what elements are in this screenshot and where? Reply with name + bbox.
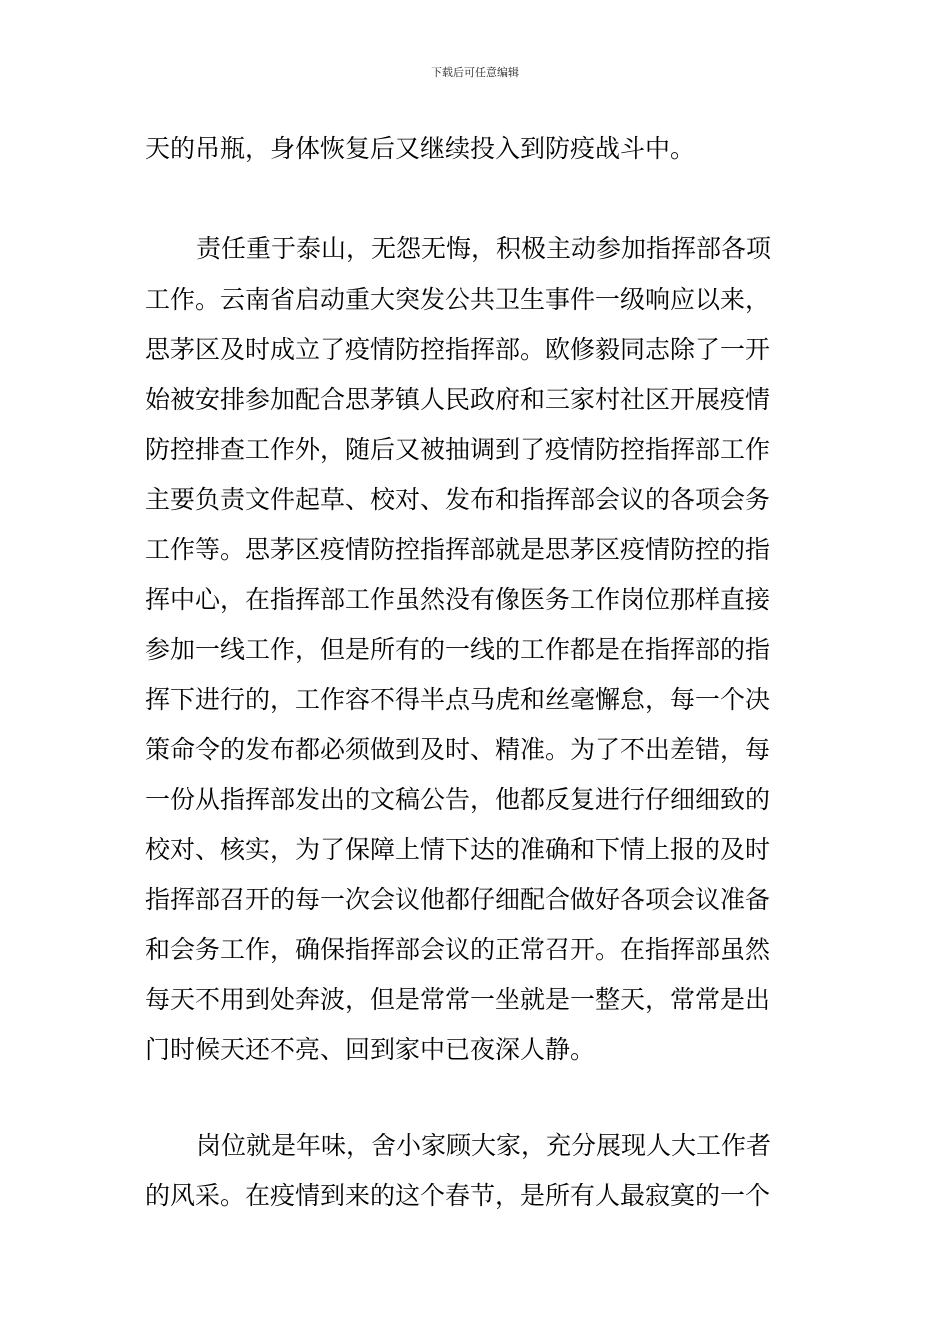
text-line: 思茅区及时成立了疫情防控指挥部。欧修毅同志除了一开	[145, 335, 771, 364]
text-line: 和会务工作，确保指挥部会议的正常召开。在指挥部虽然	[145, 935, 771, 964]
text-line: 校对、核实，为了保障上情下达的准确和下情上报的及时	[145, 835, 771, 864]
page-header: 下载后可任意编辑	[431, 66, 519, 79]
text-line: 的风采。在疫情到来的这个春节，是所有人最寂寞的一个	[145, 1181, 771, 1210]
text-line: 门时候天还不亮、回到家中已夜深人静。	[145, 1035, 596, 1064]
text-line: 天的吊瓶，身体恢复后又继续投入到防疫战斗中。	[145, 134, 696, 163]
text-line: 每天不用到处奔波，但是常常一坐就是一整天，常常是出	[145, 985, 771, 1014]
text-line: 挥中心，在指挥部工作虽然没有像医务工作岗位那样直接	[145, 585, 771, 614]
text-line: 策命令的发布都必须做到及时、精准。为了不出差错，每	[145, 735, 771, 764]
text-line: 始被安排参加配合思茅镇人民政府和三家村社区开展疫情	[145, 385, 771, 414]
text-line: 主要负责文件起草、校对、发布和指挥部会议的各项会务	[145, 485, 771, 514]
text-line: 挥下进行的，工作容不得半点马虎和丝毫懈怠，每一个决	[145, 685, 771, 714]
text-line: 工作等。思茅区疫情防控指挥部就是思茅区疫情防控的指	[145, 535, 771, 564]
text-line: 一份从指挥部发出的文稿公告，他都反复进行仔细细致的	[145, 785, 771, 814]
text-line: 参加一线工作，但是所有的一线的工作都是在指挥部的指	[145, 635, 771, 664]
text-line: 岗位就是年味，舍小家顾大家，充分展现人大工作者	[196, 1131, 772, 1160]
text-line: 防控排查工作外，随后又被抽调到了疫情防控指挥部工作	[145, 435, 771, 464]
text-line: 责任重于泰山，无怨无悔，积极主动参加指挥部各项	[196, 234, 772, 263]
text-line: 指挥部召开的每一次会议他都仔细配合做好各项会议准备	[145, 885, 771, 914]
text-line: 工作。云南省启动重大突发公共卫生事件一级响应以来，	[145, 285, 771, 314]
